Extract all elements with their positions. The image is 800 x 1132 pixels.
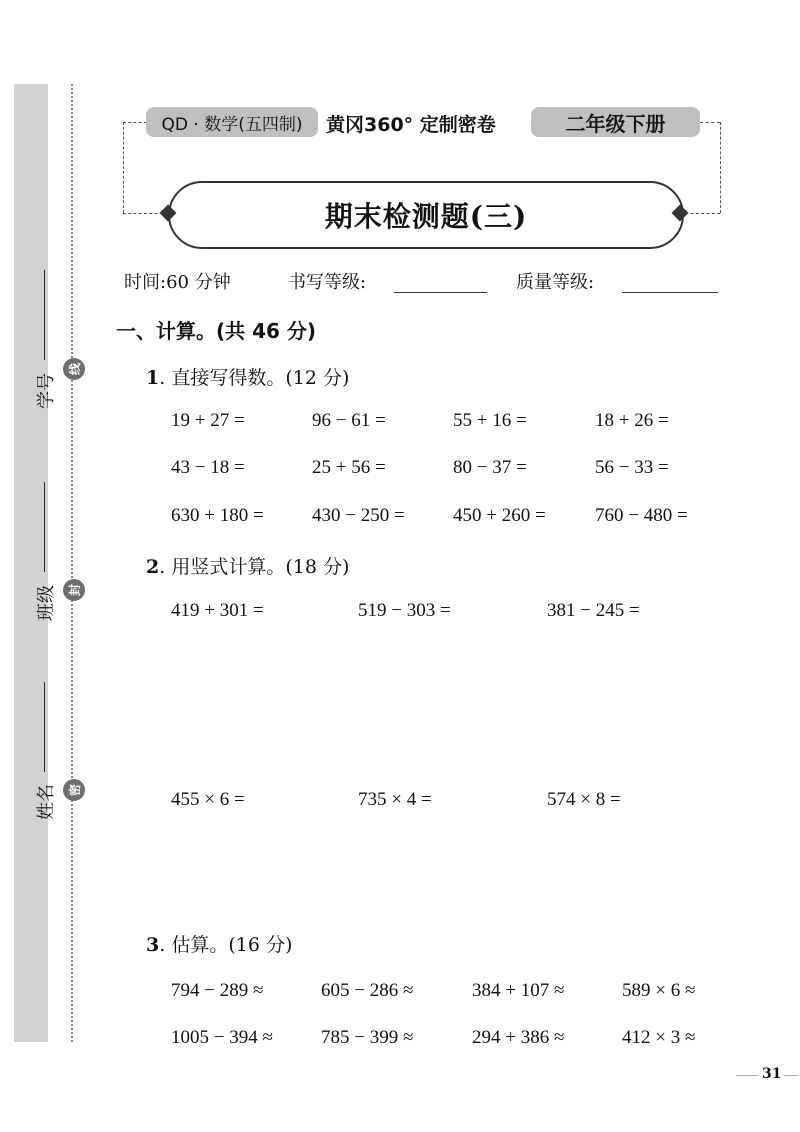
header-dash-right-top [700,122,720,123]
name-label: 姓名 [36,784,57,820]
page-number-rule-left [736,1075,758,1076]
q1-item: 18 + 26 = [595,410,669,431]
question-1-number: 1 [146,367,160,389]
question-3-text: . 估算。(16 分) [159,934,293,956]
header-dash-left-top [123,122,147,123]
q3-item: 412 × 3 ≈ [622,1027,696,1048]
exam-title: 期末检测题(三) [168,181,684,249]
q3-item: 794 − 289 ≈ [171,980,264,1001]
page-number: 31 [762,1066,782,1082]
q3-item: 785 − 399 ≈ [321,1027,414,1048]
header-dash-right-vertical [720,122,721,213]
name-line [44,682,45,772]
question-2-text: . 用竖式计算。(18 分) [159,556,350,578]
q1-item: 450 + 260 = [453,505,546,526]
student-id-line [44,270,45,360]
q2-item: 735 × 4 = [358,789,432,810]
q1-item: 19 + 27 = [171,410,245,431]
q2-item: 574 × 8 = [547,789,621,810]
q1-item: 43 − 18 = [171,457,245,478]
q1-item: 56 − 33 = [595,457,669,478]
binding-strip [14,84,57,1042]
class-line [44,482,45,572]
q2-item: 455 × 6 = [171,789,245,810]
q3-item: 384 + 107 ≈ [472,980,565,1001]
q3-item: 605 − 286 ≈ [321,980,414,1001]
q1-item: 55 + 16 = [453,410,527,431]
question-3-heading [146,930,292,957]
section-heading: 一、计算。(共 46 分) [116,319,317,343]
q1-item: 630 + 180 = [171,505,264,526]
seal-dotted-line [71,84,73,1042]
seal-mark-feng: 封 [63,579,85,601]
quality-grade-label: 质量等级: [516,272,595,293]
q2-item: 519 − 303 = [358,600,451,621]
question-3-number: 3 [146,934,160,956]
page-number-rule-right [784,1075,798,1076]
question-1-heading [146,363,349,390]
q3-item: 294 + 386 ≈ [472,1027,565,1048]
q1-item: 96 − 61 = [312,410,386,431]
question-1-text: . 直接写得数。(12 分) [159,367,350,389]
question-2-heading [146,552,349,579]
seal-mark-mi: 密 [63,779,85,801]
writing-grade-label: 书写等级: [288,272,367,293]
grade-tag: 二年级下册 [531,107,700,137]
exam-time: 时间:60 分钟 [124,272,231,293]
q1-item: 760 − 480 = [595,505,688,526]
quality-grade-blank [622,292,718,293]
q2-item: 419 + 301 = [171,600,264,621]
q3-item: 589 × 6 ≈ [622,980,696,1001]
q1-item: 80 − 37 = [453,457,527,478]
series-tag: QD · 数学(五四制) [146,107,318,137]
q2-item: 381 − 245 = [547,600,640,621]
q1-item: 430 − 250 = [312,505,405,526]
question-2-number: 2 [146,556,160,578]
class-label: 班级 [36,585,57,621]
writing-grade-blank [394,292,487,293]
header-dash-left-vertical [123,122,124,213]
seal-mark-xian: 线 [63,358,85,380]
brand-title: 黄冈360° 定制密卷 [326,114,496,136]
student-id-label: 学号 [36,373,57,409]
q1-item: 25 + 56 = [312,457,386,478]
q3-item: 1005 − 394 ≈ [171,1027,273,1048]
